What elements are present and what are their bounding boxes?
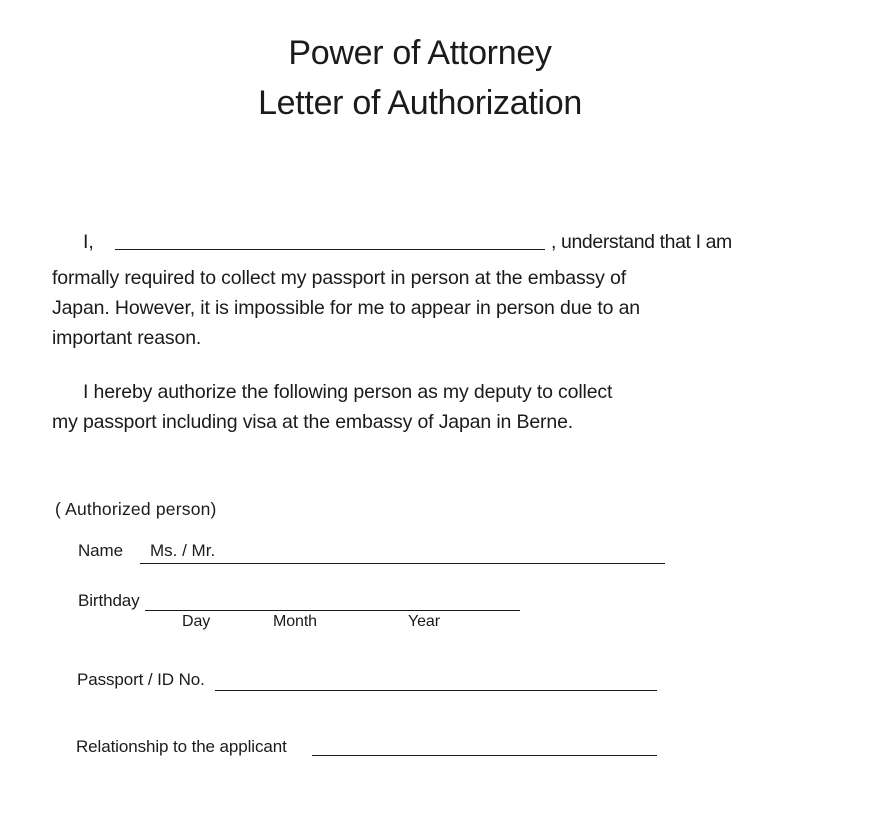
intro-paragraph [52, 263, 640, 353]
name-field-label: Name [78, 541, 123, 560]
birthday-field-label: Birthday [78, 591, 140, 610]
authorized-person-section-label: ( Authorized person) [55, 499, 217, 519]
authorization-paragraph-line: I hereby authorize the following person as my deputy to collect [83, 381, 613, 403]
document-title-block [0, 28, 840, 128]
relationship-field-label: Relationship to the applicant [76, 737, 287, 756]
passport-id-field-label: Passport / ID No. [77, 670, 205, 689]
intro-after-blank-text: , understand that I am [551, 231, 732, 253]
birthday-month-label: Month [273, 613, 317, 630]
intro-paragraph-line: Japan. However, it is impossible for me to appear in person due to an [52, 297, 640, 319]
name-input-line[interactable] [140, 540, 665, 564]
birthday-day-label: Day [182, 613, 211, 630]
intro-paragraph-line: formally required to collect my passport in person at the embassy of [52, 267, 626, 289]
authorization-paragraph [52, 377, 612, 437]
intro-salutation: I, [83, 231, 94, 253]
relationship-input-line[interactable] [312, 735, 657, 756]
birthday-input-line[interactable] [145, 589, 520, 630]
passport-id-input-line[interactable] [215, 669, 657, 691]
document-subtitle: Letter of Authorization [258, 84, 582, 122]
applicant-name-blank[interactable] [115, 229, 545, 250]
intro-paragraph-line: important reason. [52, 327, 202, 349]
birthday-year-label: Year [408, 613, 440, 630]
document-title: Power of Attorney [288, 34, 552, 72]
name-title-prefix: Ms. / Mr. [150, 541, 216, 560]
authorization-paragraph-line: my passport including visa at the embassy of Japan in Berne. [52, 411, 574, 433]
